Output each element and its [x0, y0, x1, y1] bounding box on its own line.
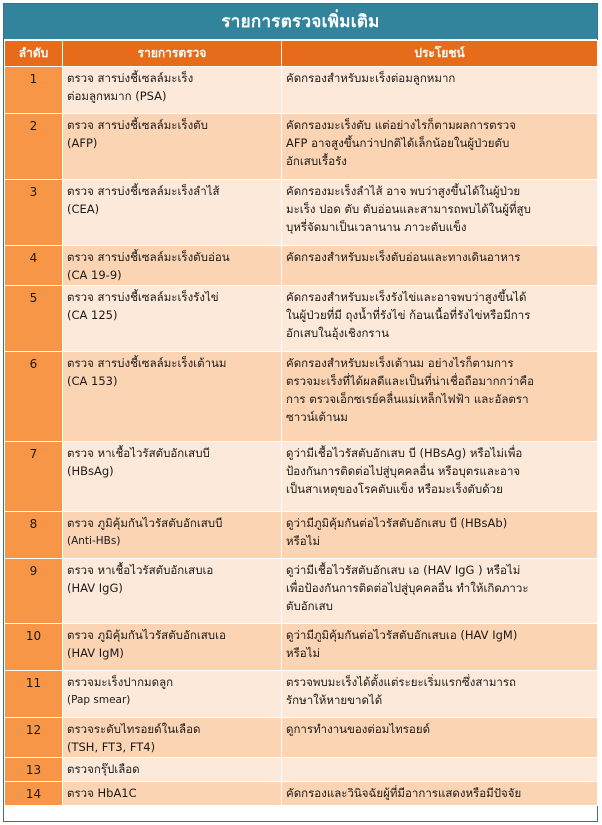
- benefit-line: เป็นสาเหตุของโรคตับแข็ง หรือมะเร็งตับด้วย: [286, 482, 503, 496]
- row-number: 3: [5, 180, 63, 246]
- benefit-cell: [282, 442, 598, 512]
- table-row: [5, 286, 598, 352]
- table-row: [5, 67, 598, 114]
- row-number: 14: [5, 782, 63, 806]
- benefit-cell: [282, 758, 598, 782]
- exam-line: (CEA): [67, 202, 100, 216]
- row-number: 5: [5, 286, 63, 352]
- benefit-cell: [282, 352, 598, 442]
- benefit-line: บุหรี่จัดมาเป็นเวลานาน ภาวะตับแข็ง: [286, 220, 467, 234]
- exam-cell: [63, 559, 282, 624]
- exam-line: (CA 19-9): [67, 268, 122, 282]
- benefit-line: อักเสบเรื้อรัง: [286, 154, 347, 168]
- row-number: 13: [5, 758, 63, 782]
- exam-cell: [63, 442, 282, 512]
- row-number: 11: [5, 671, 63, 718]
- exam-table-sheet: [3, 3, 598, 822]
- benefit-line: อักเสบในอุ้งเชิงกราน: [286, 326, 389, 340]
- benefit-line: ตับอักเสบ: [286, 599, 333, 613]
- exam-line: (HAV IgM): [67, 646, 124, 660]
- row-number: 6: [5, 352, 63, 442]
- benefit-line: มะเร็ง ปอด ตับ ตับอ่อนและสามารถพบได้ในผู้ที่สูบ: [286, 202, 531, 216]
- header-exam: รายการตรวจ: [63, 41, 282, 67]
- benefit-cell: [282, 286, 598, 352]
- benefit-line: รักษาให้หายขาดได้: [286, 693, 383, 707]
- table-row: [5, 352, 598, 442]
- benefit-line: ดูว่ามีเชื้อไวรัสตับอักเสบ บี (HBsAg) หรือไม่เพื่อ: [286, 446, 523, 460]
- exam-cell: [63, 246, 282, 286]
- row-number: 2: [5, 114, 63, 180]
- benefit-line: ดูว่ามีภูมิคุ้มกันต่อไวรัสตับอักเสบ บี (HBsAb): [286, 516, 508, 530]
- benefit-line: คัดกรองและวินิจฉัยผู้ที่มีอาการแสดงหรือมีปัจจัย: [286, 786, 522, 800]
- table-row: [5, 512, 598, 559]
- exam-cell: [63, 67, 282, 114]
- table-row: [5, 442, 598, 512]
- exam-cell: [63, 180, 282, 246]
- exam-line: (TSH, FT3, FT4): [67, 740, 156, 754]
- benefit-line: ในผู้ป่วยที่มี ถุงน้ำที่รังไข่ ก้อนเนื้อที่รังไข่หรือมีการ: [286, 308, 531, 322]
- exam-line: ตรวจ ภูมิคุ้มกันไวรัสตับอักเสบเอ: [67, 628, 226, 642]
- benefit-cell: [282, 718, 598, 758]
- benefit-line: หรือไม่: [286, 646, 321, 660]
- benefit-line: ตรวจพบมะเร็งได้ตั้งแต่ระยะเริ่มแรกซึ่งสามารถ: [286, 675, 516, 689]
- table-row: [5, 718, 598, 758]
- benefit-line: เพื่อป้องกันการติดต่อไปสู่บุคคลอื่น ทำให้เกิดภาวะ: [286, 581, 529, 595]
- row-number: 1: [5, 67, 63, 114]
- benefit-cell: [282, 624, 598, 671]
- row-number: 9: [5, 559, 63, 624]
- benefit-cell: [282, 512, 598, 559]
- exam-line: (CA 125): [67, 308, 118, 322]
- benefit-cell: [282, 246, 598, 286]
- table-row: [5, 782, 598, 806]
- exam-line: (Pap smear): [67, 694, 131, 706]
- exam-table: [4, 40, 598, 806]
- table-body: [5, 67, 598, 806]
- table-row: [5, 671, 598, 718]
- exam-cell: [63, 286, 282, 352]
- exam-line: ตรวจมะเร็งปากมดลูก: [67, 675, 174, 689]
- exam-line: (AFP): [67, 136, 98, 150]
- table-row: [5, 114, 598, 180]
- exam-line: (CA 153): [67, 374, 118, 388]
- exam-line: ตรวจ HbA1C: [67, 786, 137, 800]
- exam-cell: [63, 624, 282, 671]
- benefit-line: ป้องกันการติดต่อไปสู่บุคคลอื่น หรือบุตรและอาจ: [286, 464, 521, 478]
- benefit-line: AFP อาจสูงขึ้นกว่าปกติได้เล็กน้อยในผู้ป่วยตับ: [286, 136, 510, 150]
- table-row: [5, 559, 598, 624]
- benefit-line: ดูว่ามีเชื้อไวรัสตับอักเสบ เอ (HAV IgG ) หรือไม่: [286, 563, 521, 577]
- benefit-line: คัดกรองมะเร็งตับ แต่อย่างไรก็ตามผลการตรวจ: [286, 118, 516, 132]
- exam-line: (HAV IgG): [67, 581, 123, 595]
- benefit-cell: [282, 671, 598, 718]
- exam-line: ตรวจ สารบ่งชี้เซลล์มะเร็ง: [67, 71, 194, 85]
- benefit-line: คัดกรองสำหรับมะเร็งต่อมลูกหมาก: [286, 71, 456, 85]
- table-row: [5, 624, 598, 671]
- benefit-line: การ ตรวจเอ็กซเรย์คลื่นแม่เหล็กไฟฟ้า และอัลตรา: [286, 392, 529, 406]
- benefit-line: คัดกรองสำหรับมะเร็งรังไข่และอาจพบว่าสูงขึ้นได้: [286, 290, 527, 304]
- exam-cell: [63, 114, 282, 180]
- benefit-line: หรือไม่: [286, 534, 321, 548]
- benefit-cell: [282, 114, 598, 180]
- benefit-cell: [282, 559, 598, 624]
- row-number: 4: [5, 246, 63, 286]
- header-number: ลำดับ: [5, 41, 63, 67]
- benefit-cell: [282, 180, 598, 246]
- table-title: รายการตรวจเพิ่มเติม: [4, 4, 597, 40]
- exam-line: ตรวจ หาเชื้อไวรัสตับอักเสบบี: [67, 446, 210, 460]
- exam-cell: [63, 671, 282, 718]
- exam-cell: [63, 352, 282, 442]
- exam-line: ตรวจ ภูมิคุ้มกันไวรัสตับอักเสบบี: [67, 516, 223, 530]
- benefit-line: ตรวจมะเร็งที่ได้ผลดีและเป็นที่น่าเชื่อถือมากกว่าคือ: [286, 374, 535, 388]
- exam-cell: [63, 758, 282, 782]
- benefit-line: ดูการทำงานของต่อมไทรอยด์: [286, 722, 431, 736]
- exam-cell: [63, 782, 282, 806]
- benefit-line: ดูว่ามีภูมิคุ้มกันต่อไวรัสตับอักเสบเอ (HAV IgM): [286, 628, 518, 642]
- exam-line: ตรวจระดับไทรอยด์ในเลือด: [67, 722, 201, 736]
- benefit-line: ซาวน์เต้านม: [286, 410, 348, 424]
- exam-cell: [63, 718, 282, 758]
- benefit-line: คัดกรองสำหรับมะเร็งเต้านม อย่างไรก็ตามการ: [286, 356, 514, 370]
- benefit-line: คัดกรองมะเร็งลำไส้ อาจ พบว่าสูงขึ้นได้ในผู้ป่วย: [286, 184, 521, 198]
- exam-line: ตรวจ หาเชื้อไวรัสตับอักเสบเอ: [67, 563, 214, 577]
- exam-line: ตรวจกรุ๊ปเลือด: [67, 762, 140, 776]
- exam-line: ต่อมลูกหมาก (PSA): [67, 89, 167, 103]
- exam-line: ตรวจ สารบ่งชี้เซลล์มะเร็งเต้านม: [67, 356, 227, 370]
- exam-cell: [63, 512, 282, 559]
- row-number: 10: [5, 624, 63, 671]
- benefit-line: คัดกรองสำหรับมะเร็งตับอ่อนและทางเดินอาหาร: [286, 250, 521, 264]
- exam-line: (Anti-HBs): [67, 535, 121, 547]
- row-number: 8: [5, 512, 63, 559]
- header-row: [5, 41, 598, 67]
- exam-line: (HBsAg): [67, 464, 114, 478]
- exam-line: ตรวจ สารบ่งชี้เซลล์มะเร็งตับ: [67, 118, 208, 132]
- exam-line: ตรวจ สารบ่งชี้เซลล์มะเร็งลำไส้: [67, 184, 220, 198]
- table-row: [5, 758, 598, 782]
- row-number: 12: [5, 718, 63, 758]
- benefit-cell: [282, 67, 598, 114]
- benefit-cell: [282, 782, 598, 806]
- table-row: [5, 246, 598, 286]
- row-number: 7: [5, 442, 63, 512]
- exam-line: ตรวจ สารบ่งชี้เซลล์มะเร็งรังไข่: [67, 290, 219, 304]
- table-row: [5, 180, 598, 246]
- exam-line: ตรวจ สารบ่งชี้เซลล์มะเร็งตับอ่อน: [67, 250, 230, 264]
- header-benefit: ประโยชน์: [282, 41, 598, 67]
